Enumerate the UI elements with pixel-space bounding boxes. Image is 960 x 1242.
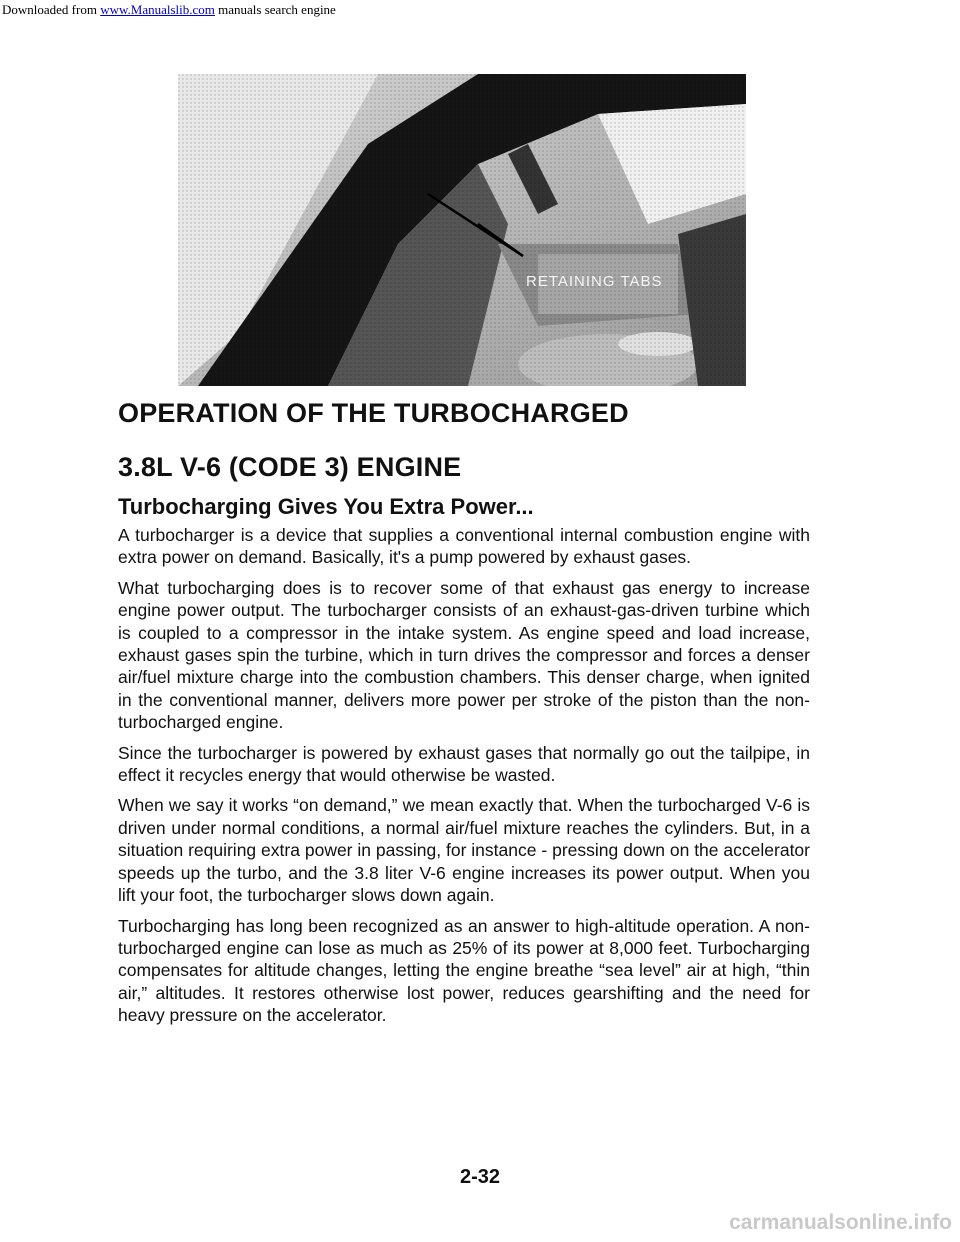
section-title-line2: 3.8L V-6 (CODE 3) ENGINE [118, 452, 462, 482]
paragraph: A turbocharger is a device that supplies a conventional internal combustion engine with extra power on demand. Basically, it's a pump powered by exhaust gases. [118, 525, 810, 568]
engine-photo [178, 74, 746, 386]
paragraph: Since the turbocharger is powered by exhaust gases that normally go out the tailpipe, in effect it recycles energy that would otherwise be wasted. [118, 742, 810, 786]
page-number: 2-32 [459, 1166, 501, 1188]
manualslib-link[interactable]: www.Manualslib.com [100, 2, 215, 17]
header-prefix: Downloaded from [2, 2, 101, 17]
paragraph: When we say it works “on demand,” we mean exactly that. When the turbocharged V-6 is driven under normal conditions, a normal air/fuel mixture reaches the cylinders. But, in a situation requiring extra power in passing, for instance - pressing down on the accelerator speeds up the turbo, and the 3.8 liter V-6 engine increases its power output. When you lift your foot, the turbocharger slows down again. [118, 795, 810, 906]
download-source-header [2, 2, 336, 18]
paragraph: What turbocharging does is to recover some of that exhaust gas energy to increase engine power output. The turbocharger consists of an exhaust-gas-driven turbine which is coupled to a compressor in the intake system. As engine speed and load increase, exhaust gases spin the turbine, which in turn drives the compressor and forces a denser air/fuel mixture charge into the combustion chambers. This denser charge, when ignited in the conventional manner, delivers more power per stroke of the piston than the non-turbocharged engine. [118, 577, 810, 733]
paragraph: Turbocharging has long been recognized as an answer to high-altitude operation. A non-turbocharged engine can lose as much as 25% of its power at 8,000 feet. Turbocharging compensates for altitude changes, letting the engine breathe “sea level” air at high, “thin air,” altitudes. It restores otherwise lost power, reduces gearshifting and the need for heavy pressure on the accelerator. [118, 915, 810, 1026]
section-title-line1: OPERATION OF THE TURBOCHARGED [118, 398, 629, 428]
subsection-heading: Turbocharging Gives You Extra Power... [118, 494, 534, 519]
photo-callout-label: RETAINING TABS [526, 273, 663, 290]
footer-watermark: carmanualsonline.info [729, 1211, 952, 1234]
body-text [118, 524, 810, 1035]
header-suffix: manuals search engine [214, 2, 336, 17]
